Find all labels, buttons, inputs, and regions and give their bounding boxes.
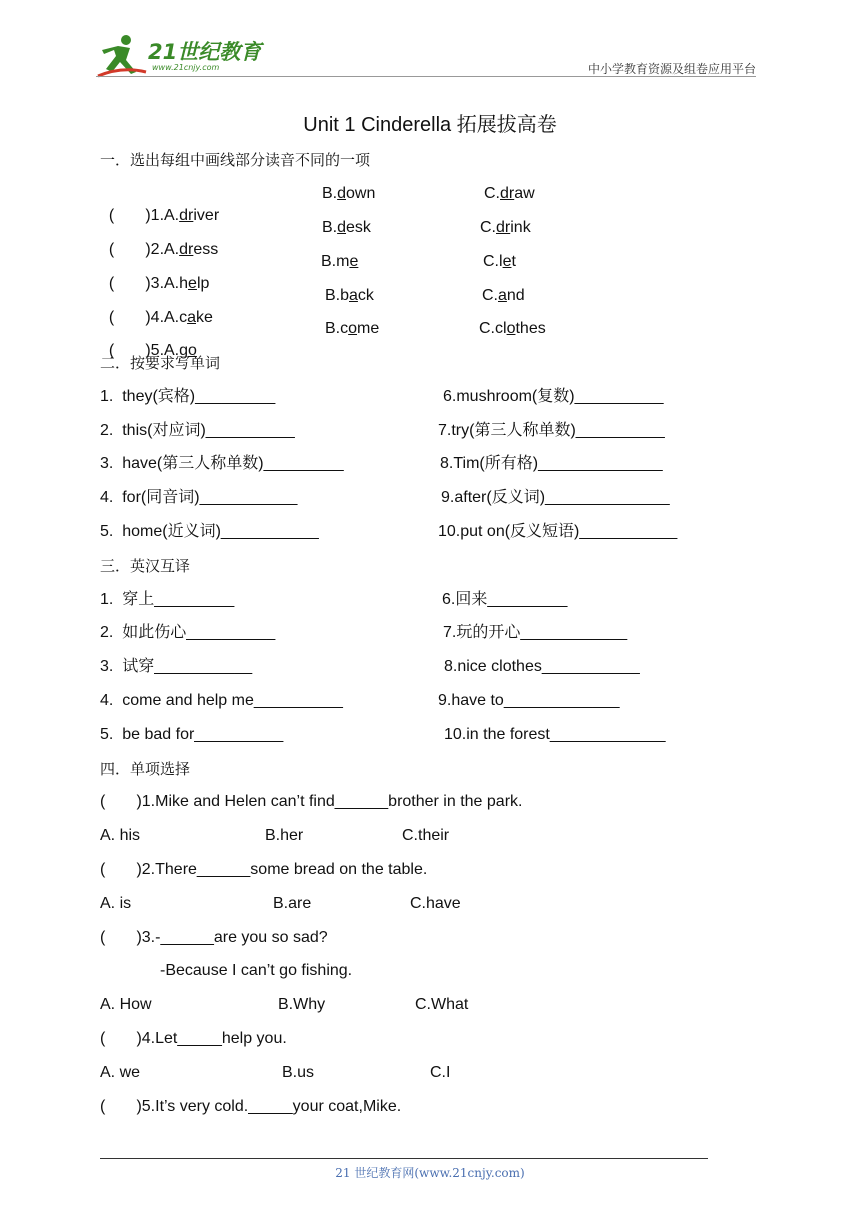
option-c-pre: C. [480, 219, 496, 236]
phonics-row-2 [100, 217, 531, 258]
option-a-post: iver [193, 207, 220, 224]
phonics-number: ( )2.A. [108, 241, 180, 258]
option-b [321, 251, 358, 273]
option-a-post: lp [196, 275, 210, 292]
option-c [482, 285, 525, 307]
option-b-post: own [346, 185, 376, 202]
mc-option-b: B.Why [278, 996, 326, 1013]
mc-question-3: ( )3.-______are you so sad? [100, 929, 328, 946]
mc-option-c: C.What [415, 996, 469, 1013]
mc-option-b: B.are [273, 895, 312, 912]
mc-option-c: C.have [410, 895, 461, 912]
option-c-pre: C.l [483, 253, 503, 270]
option-c-pre: C. [482, 287, 498, 304]
option-a-underlined: o [188, 342, 197, 359]
option-a-underlined: dr [179, 241, 194, 258]
option-c-post: t [511, 253, 516, 270]
option-b-pre: B.c [325, 320, 349, 337]
option-b [322, 183, 375, 205]
translate-item-right: 6.回来_________ [442, 591, 568, 608]
runner-logo-icon [96, 32, 148, 78]
word-row-3 [100, 453, 663, 475]
word-item-right: 6.mushroom(复数)__________ [443, 388, 664, 405]
word-item-right: 9.after(反义词)______________ [441, 489, 670, 506]
option-c [479, 318, 546, 340]
header-platform-text: 中小学教育资源及组卷应用平台 [587, 62, 756, 76]
word-item-left: 2. this(对应词)__________ [100, 422, 295, 439]
word-item-right: 7.try(第三人称单数)__________ [438, 422, 665, 439]
option-a-pre: g [179, 342, 189, 359]
word-item-left: 3. have(第三人称单数)_________ [100, 455, 344, 472]
translate-item-right: 10.in the forest_____________ [444, 726, 666, 743]
translate-item-right: 8.nice clothes___________ [444, 658, 640, 675]
translate-item-left: 4. come and help me__________ [100, 692, 343, 709]
translate-item-left: 3. 试穿___________ [100, 658, 253, 675]
word-item-right: 10.put on(反义短语)___________ [438, 523, 678, 540]
mc-option-a: A. How [100, 996, 152, 1013]
option-c-post: aw [514, 185, 535, 202]
mc-option-a: A. we [100, 1064, 141, 1081]
mc-option-c: C.their [402, 827, 450, 844]
word-item-left: 4. for(同音词)___________ [100, 489, 298, 506]
option-b-pre: B. [322, 185, 338, 202]
translate-row-4 [100, 690, 620, 712]
option-b [325, 318, 379, 340]
phonics-row-5 [100, 318, 546, 359]
option-c-underlined: dr [500, 185, 515, 202]
option-b-underlined: d [337, 219, 347, 236]
logo-url: www.21cnjy.com [152, 63, 220, 72]
option-c-post: thes [515, 320, 546, 337]
option-c-underlined: dr [496, 219, 511, 236]
phonics-row-3 [100, 251, 516, 292]
logo-text: 21世纪教育 [148, 40, 262, 64]
mc-question-5: ( )5.It’s very cold._____your coat,Mike. [100, 1098, 402, 1115]
mc-option-b: B.her [265, 827, 304, 844]
word-row-2 [100, 420, 665, 442]
option-b-underlined: d [337, 185, 347, 202]
mc-options-1 [100, 825, 450, 847]
option-b-underlined: a [349, 287, 358, 304]
option-a-underlined: dr [179, 207, 194, 224]
section-3-heading: 三．英汉互译 [100, 557, 191, 575]
word-row-1 [100, 386, 664, 408]
phonics-number: ( )5.A. [108, 342, 180, 359]
option-c-underlined: o [506, 320, 516, 337]
option-c-post: ink [510, 219, 531, 236]
option-a-post: ke [196, 309, 213, 326]
translate-item-left: 2. 如此伤心__________ [100, 624, 276, 641]
translate-item-right: 9.have to_____________ [438, 692, 620, 709]
option-a-underlined: e [188, 275, 197, 292]
phonics-row-1 [100, 183, 535, 224]
option-b-post: ck [357, 287, 374, 304]
option-b-pre: B.b [325, 287, 350, 304]
translate-item-left: 1. 穿上_________ [100, 591, 235, 608]
option-b-post: esk [346, 219, 371, 236]
mc-options-4 [100, 1062, 451, 1084]
option-c [480, 217, 531, 239]
mc-options-2 [100, 893, 461, 915]
mc-question-3-reply: -Because I can’t go fishing. [160, 962, 353, 979]
phonics-number: ( )4.A. [108, 309, 180, 326]
header-divider [96, 76, 756, 77]
translate-item-left: 5. be bad for__________ [100, 726, 284, 743]
translate-row-5 [100, 724, 666, 746]
section-2-heading: 二．按要求写单词 [100, 354, 221, 372]
mc-question-2: ( )2.There______some bread on the table. [100, 861, 428, 878]
mc-option-b: B.us [282, 1064, 315, 1081]
option-a-post: ess [193, 241, 219, 258]
translate-row-2 [100, 622, 628, 644]
option-a-pre: h [179, 275, 189, 292]
option-c [483, 251, 516, 273]
phonics-number: ( )3.A. [108, 275, 180, 292]
page-header [96, 30, 756, 78]
section-1-heading: 一．选出每组中画线部分读音不同的一项 [100, 151, 371, 169]
option-b-pre: B.m [321, 253, 350, 270]
translate-row-1 [100, 589, 568, 611]
option-c-underlined: e [502, 253, 512, 270]
section-4-heading: 四．单项选择 [100, 760, 191, 778]
phonics-number: ( )1.A. [108, 207, 180, 224]
word-row-4 [100, 487, 670, 509]
mc-option-a: A. his [100, 827, 141, 844]
footer-divider [100, 1158, 708, 1159]
option-c [484, 183, 535, 205]
word-item-right: 8.Tim(所有格)______________ [440, 455, 663, 472]
mc-option-c: C.I [430, 1064, 451, 1081]
mc-question-4: ( )4.Let_____help you. [100, 1030, 287, 1047]
option-a-pre: c [179, 309, 188, 326]
option-c-post: nd [506, 287, 525, 304]
option-a-underlined: a [187, 309, 197, 326]
option-c-pre: C.cl [479, 320, 507, 337]
option-c-pre: C. [484, 185, 500, 202]
mc-question-1: ( )1.Mike and Helen can’t find______brother in the park. [100, 793, 523, 810]
option-b-underlined: o [348, 320, 358, 337]
word-item-left: 5. home(近义词)___________ [100, 523, 319, 540]
phonics-row-4 [100, 285, 525, 326]
mc-option-a: A. is [100, 895, 132, 912]
word-row-5 [100, 521, 678, 543]
option-b [322, 217, 371, 239]
mc-options-3 [100, 994, 469, 1016]
logo [96, 32, 266, 78]
option-b-underlined: e [349, 253, 359, 270]
word-item-left: 1. they(宾格)_________ [100, 388, 276, 405]
translate-row-3 [100, 656, 640, 678]
translate-item-right: 7.玩的开心____________ [443, 624, 628, 641]
option-b-pre: B. [322, 219, 338, 236]
page-title: Unit 1 Cinderella 拓展拔高卷 [303, 114, 557, 136]
option-b-post: me [357, 320, 380, 337]
footer-text: 21 世纪教育网(www.21cnjy.com) [335, 1166, 525, 1180]
option-b [325, 285, 374, 307]
option-c-underlined: a [498, 287, 507, 304]
